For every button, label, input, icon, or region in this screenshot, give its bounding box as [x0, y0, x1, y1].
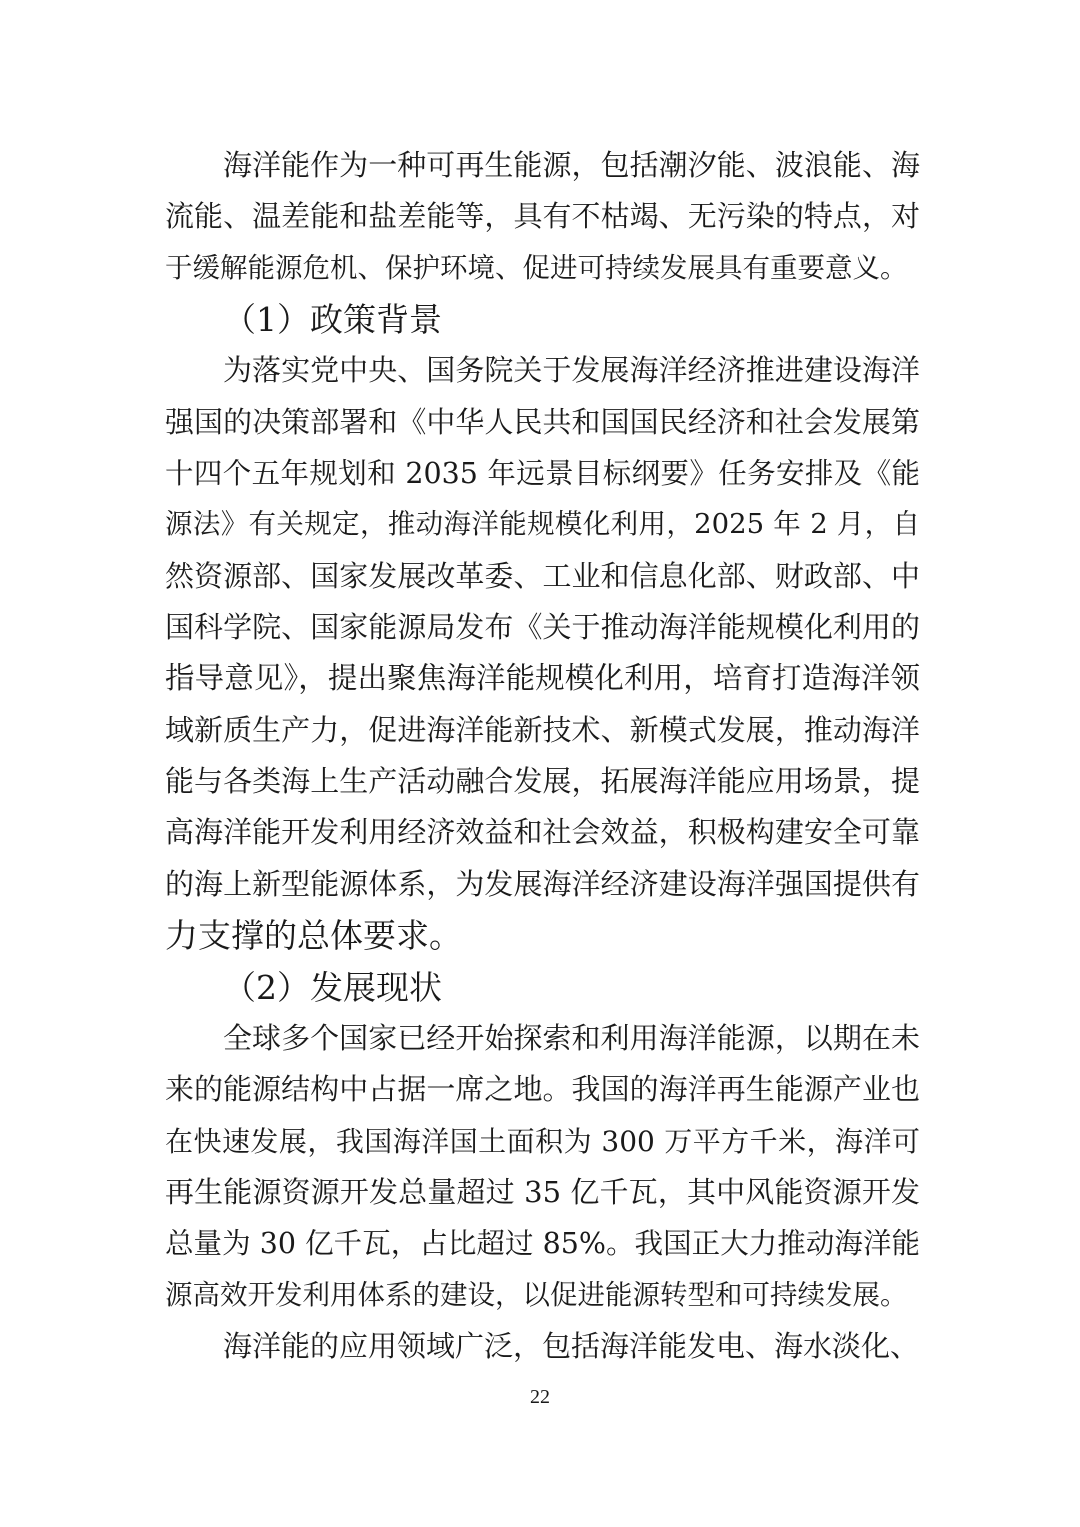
paragraph-2-line-8: 域新质生产力，促进海洋能新技术、新模式发展，推动海洋	[165, 712, 920, 747]
paragraph-3-line-3: 在快速发展，我国海洋国土面积为 300 万平方千米，海洋可	[165, 1124, 920, 1158]
paragraph-2-line-6: 国科学院、国家能源局发布《关于推动海洋能规模化利用的	[165, 610, 920, 645]
paragraph-2-line-10: 高海洋能开发利用经济效益和社会效益，积极构建安全可靠	[165, 815, 920, 850]
paragraph-2-line-2: 强国的决策部署和《中华人民共和国国民经济和社会发展第	[165, 404, 920, 439]
paragraph-1-line-3: 于缓解能源危机、保护环境、促进可持续发展具有重要意义。	[165, 251, 908, 284]
paragraph-2-line-1: 为落实党中央、国务院关于发展海洋经济推进建设海洋	[223, 353, 920, 388]
paragraph-3-line-6: 源高效开发利用体系的建设，以促进能源转型和可持续发展。	[165, 1278, 908, 1311]
paragraph-2-line-11: 的海上新型能源体系，为发展海洋经济建设海洋强国提供有	[165, 866, 920, 901]
paragraph-2-line-9: 能与各类海上生产活动融合发展，拓展海洋能应用场景，提	[165, 764, 920, 799]
section-heading-policy-background: （1）政策背景	[223, 300, 442, 340]
paragraph-2-line-5: 然资源部、国家发展改革委、工业和信息化部、财政部、中	[165, 558, 920, 593]
paragraph-2-line-3: 十四个五年规划和 2035 年远景目标纲要》任务安排及《能	[165, 457, 920, 491]
page-number: 22	[530, 1386, 550, 1408]
body-text	[165, 140, 920, 1372]
paragraph-3-line-5: 总量为 30 亿千瓦，占比超过 85%。我国正大力推动海洋能	[165, 1227, 920, 1261]
paragraph-2-line-12: 力支撑的总体要求。	[165, 916, 462, 956]
paragraph-1-line-1: 海洋能作为一种可再生能源，包括潮汐能、波浪能、海	[223, 148, 920, 182]
paragraph-3-line-1: 全球多个国家已经开始探索和利用海洋能源，以期在未	[223, 1020, 920, 1055]
paragraph-2-line-4: 源法》有关规定，推动海洋能规模化利用，2025 年 2 月，自	[165, 508, 920, 541]
paragraph-3-line-2: 来的能源结构中占据一席之地。我国的海洋再生能源产业也	[165, 1072, 920, 1107]
paragraph-2-line-7: 指导意见》，提出聚焦海洋能规模化利用，培育打造海洋领	[165, 661, 920, 696]
paragraph-3-line-4: 再生能源资源开发总量超过 35 亿千瓦，其中风能资源开发	[165, 1174, 920, 1209]
paragraph-4-line-1: 海洋能的应用领域广泛，包括海洋能发电、海水淡化、	[223, 1328, 920, 1363]
section-heading-development-status: （2）发展现状	[223, 967, 442, 1007]
paragraph-1-line-2: 流能、温差能和盐差能等，具有不枯竭、无污染的特点，对	[165, 199, 920, 234]
